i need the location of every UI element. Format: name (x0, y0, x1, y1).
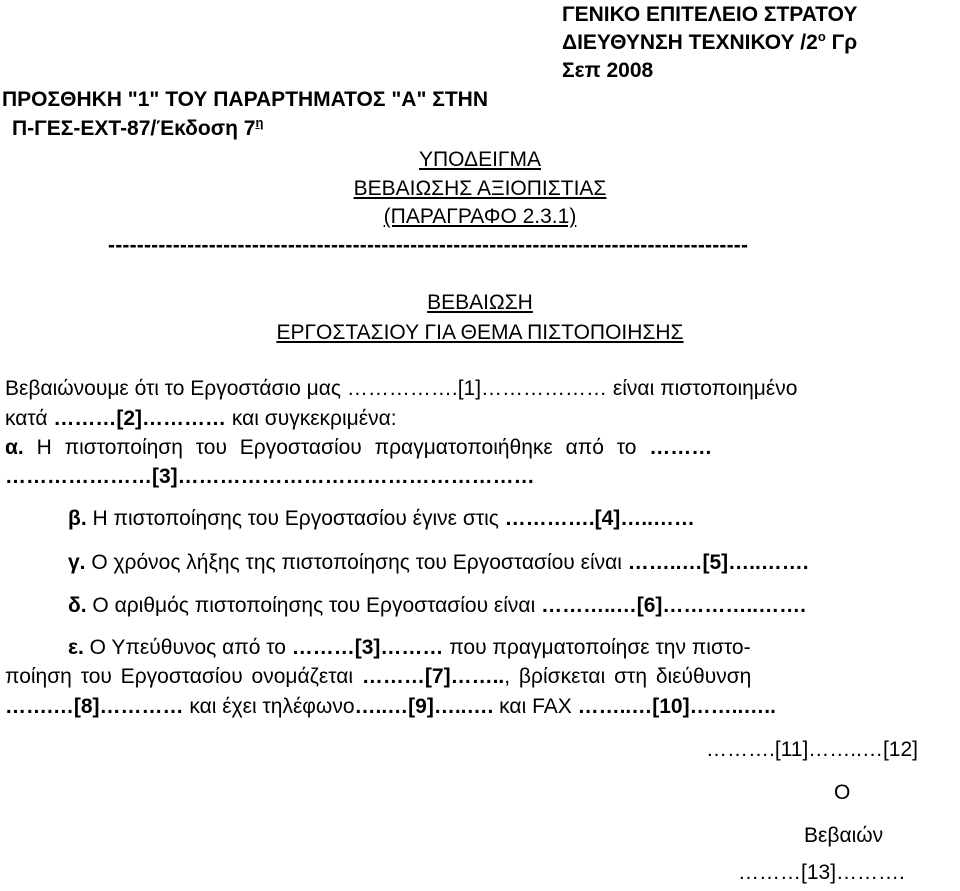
item-a-line-2: …………………[3]…………………………………………… (5, 465, 535, 488)
item-b: β. Η πιστοποίησης του Εργοστασίου έγινε στις ………….[4]…..…… (68, 507, 695, 530)
signature-line-3: Βεβαιών (804, 824, 884, 847)
sample-title-3: (ΠΑΡΑΓΡΑΦΟ 2.3.1) (383, 205, 577, 228)
item-e-line-2: ποίηση του Εργοστασίου ονομάζεται ………[7]…….., βρίσκεται στη διεύθυνση (5, 665, 752, 688)
sample-title-1: ΥΠΟΔΕΙΓΜΑ (418, 148, 541, 171)
item-a-line-1: α. Η πιστοποίηση του Εργοστασίου πραγματοποιήθηκε από το ……… (5, 436, 713, 459)
signature-line-2: Ο (834, 781, 851, 804)
cert-title-1: ΒΕΒΑΙΩΣΗ (427, 291, 533, 314)
header-line-1: ΓΕΝΙΚΟ ΕΠΙΤΕΛΕΙΟ ΣΤΡΑΤΟΥ (562, 3, 858, 26)
body-line-2: κατά ………[2]………… και συγκεκριμένα: (5, 407, 397, 430)
annex-line-1: ΠΡΟΣΘΗΚΗ "1" ΤΟΥ ΠΑΡΑΡΤΗΜΑΤΟΣ "Α" ΣΤΗΝ (2, 88, 488, 111)
item-e-line-1: ε. Ο Υπεύθυνος από το ………[3]……… που πραγματοποίησε την πιστο- (68, 636, 751, 659)
item-e-line-3: …….…[8]………… και έχει τηλέφωνο…..…[9]…..…. και FAX ……..…[10]……..….. (5, 695, 776, 718)
header-line-2: ΔΙΕΥΘΥΝΣΗ ΤΕΧΝΙΚΟΥ $/2^o$ Γρ (562, 29, 858, 54)
sample-title-2: ΒΕΒΑΙΩΣΗΣ ΑΞΙΟΠΙΣΤΙΑΣ (353, 177, 607, 200)
item-d: δ. Ο αριθμός πιστοποίησης του Εργοστασίου είναι ………..…[6]…………..……. (68, 594, 806, 617)
separator-line: ----------------------------------------------------------------------------------------- (108, 234, 749, 257)
annex-line-2: Π-ΓΕΣ-ΕΧΤ-87/Έκδοση $7^\eta$ (12, 115, 264, 140)
item-c: γ. Ο χρόνος λήξης της πιστοποίησης του Εργοστασίου είναι ……..…[5]…..……. (68, 551, 809, 574)
header-date: Σεπ 2008 (562, 59, 654, 82)
signature-line-1: ……….[11]……..…[12] (706, 738, 918, 761)
cert-title-2: ΕΡΓΟΣΤΑΣΙΟΥ ΓΙΑ ΘΕΜΑ ΠΙΣΤΟΠΟΙΗΣΗΣ (276, 321, 684, 344)
signature-line-4: ………[13]………. (738, 861, 905, 884)
body-line-1: Βεβαιώνουμε ότι το Εργοστάσιο μας …………….[1]……………… είναι πιστοποιημένο (5, 377, 798, 400)
